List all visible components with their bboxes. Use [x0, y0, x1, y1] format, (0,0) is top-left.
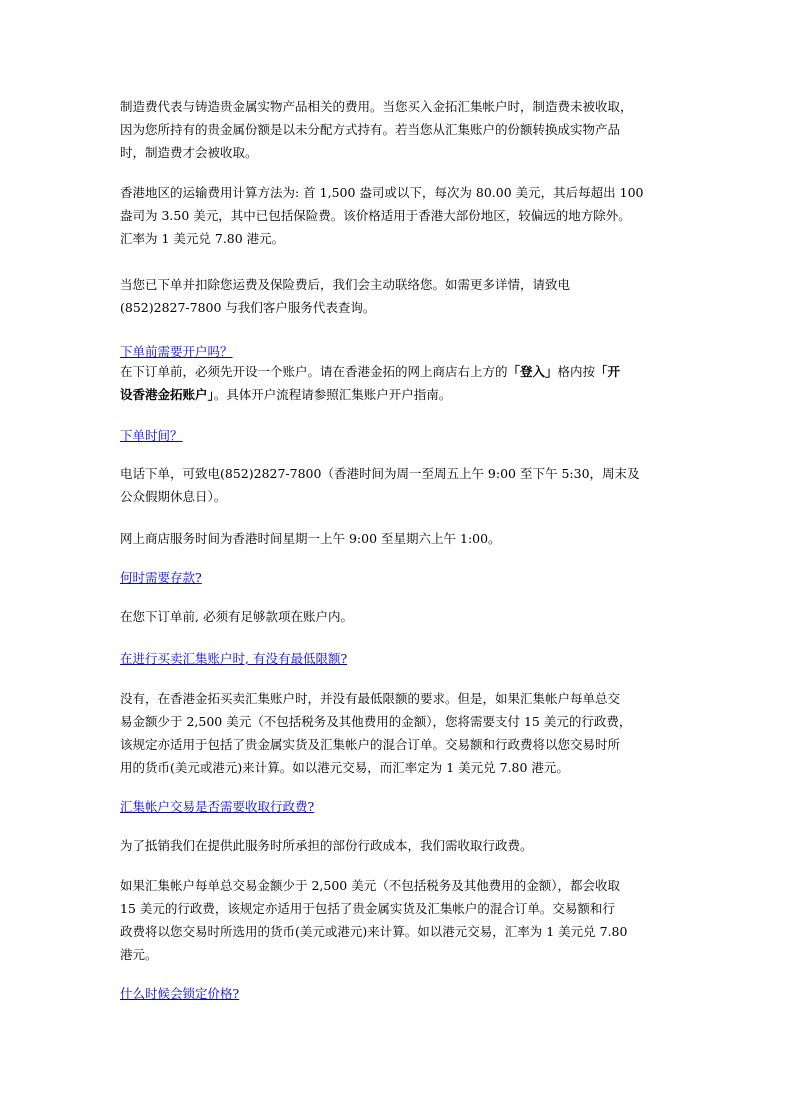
- question-link-minimum[interactable]: 在进行买卖汇集账户时, 有没有最低限额?: [120, 651, 348, 666]
- text-line: 港元。: [120, 947, 158, 962]
- text-line: 当您已下单并扣除您运费及保险费后，我们会主动联络您。如需更多详情，请致电: [120, 277, 571, 292]
- question-link-open-account[interactable]: 下单前需要开户吗？: [120, 344, 233, 359]
- order-time-answer: [120, 462, 680, 508]
- text-line: 没有，在香港金拓买卖汇集账户时，并没有最低限额的要求。但是，如果汇集帐户每单总交: [120, 691, 621, 706]
- text-line: 时，制造费才会被收取。: [120, 145, 258, 160]
- text-line: 盎司为 3.50 美元，其中已包括保险费。该价格适用于香港大部份地区，较偏远的地方除外。: [120, 208, 631, 223]
- text-line: 易金额少于 2,500 美元（不包括税务及其他费用的金额），您将需要支付 15 美元的行政费，: [120, 714, 632, 729]
- open-account-answer: [120, 360, 680, 406]
- text-line: [120, 383, 680, 406]
- answer-text: 在下订单前，必须先开设一个账户。请在香港金拓的网上商店右上方的: [120, 364, 508, 379]
- text-line: 公众假期休息日）。: [120, 489, 227, 504]
- text-line: 制造费代表与铸造贵金属实物产品相关的费用。当您买入金拓汇集帐户时，制造费未被收取，: [120, 99, 633, 114]
- text-line: 汇率为 1 美元兑 7.80 港元。: [120, 231, 285, 246]
- text-line: [120, 360, 680, 383]
- open-account-label: 「开: [595, 364, 621, 379]
- text-line: 如果汇集帐户每单总交易金额少于 2,500 美元（不包括税务及其他费用的金额），都会收取: [120, 878, 620, 893]
- text-line: 网上商店服务时间为香港时间星期一上午 9:00 至星期六上午 1:00。: [120, 531, 501, 546]
- contact-paragraph: [120, 273, 680, 319]
- text-line: 用的货币(美元或港元)来计算。如以港元交易，而汇率定为 1 美元兑 7.80 港元。: [120, 760, 569, 775]
- open-account-label: 设香港金拓账户」: [120, 387, 214, 402]
- shipping-fee-paragraph: [120, 181, 680, 250]
- text-line: 政费将以您交易时所选用的货币(美元或港元)来计算。如以港元交易，汇率为 1 美元兑 7.80: [120, 924, 628, 939]
- question-link-lock-price[interactable]: 什么时候会锁定价格?: [120, 986, 240, 1001]
- text-line: 电话下单，可致电(852)2827-7800（香港时间为周一至周五上午 9:00 至下午 5:30，周末及: [120, 466, 640, 481]
- answer-text: 格内按: [557, 364, 596, 379]
- text-line: 为了抵销我们在提供此服务时所承担的部份行政成本，我们需收取行政费。: [120, 838, 533, 853]
- question-link-deposit[interactable]: 何时需要存款?: [120, 570, 202, 585]
- text-line: 在您下订单前, 必须有足够款项在账户内。: [120, 609, 353, 624]
- text-line: 香港地区的运输费用计算方法为: 首 1,500 盎司或以下，每次为 80.00 美元，其后每超出 100: [120, 185, 644, 200]
- manufacturing-fee-paragraph: [120, 95, 680, 164]
- text-line: 15 美元的行政费，该规定亦适用于包括了贵金属实货及汇集帐户的混合订单。交易额和行: [120, 901, 615, 916]
- admin-fee-answer-2: [120, 874, 680, 966]
- question-link-order-time[interactable]: 下单时间？: [120, 428, 183, 443]
- text-line: 该规定亦适用于包括了贵金属实货及汇集帐户的混合订单。交易额和行政费将以您交易时所: [120, 737, 621, 752]
- admin-fee-answer-1: [120, 834, 680, 857]
- deposit-answer: [120, 605, 680, 628]
- text-line: (852)2827-7800 与我们客户服务代表查询。: [120, 300, 376, 315]
- answer-text: 。具体开户流程请参照汇集账户开户指南。: [213, 387, 452, 402]
- question-link-admin-fee[interactable]: 汇集帐户交易是否需要收取行政费?: [120, 799, 315, 814]
- text-line: 因为您所持有的贵金属份额是以未分配方式持有。若当您从汇集账户的份额转换成实物产品: [120, 122, 621, 137]
- online-store-hours: [120, 527, 680, 550]
- minimum-answer: [120, 687, 680, 779]
- login-label: 「登入」: [507, 364, 558, 379]
